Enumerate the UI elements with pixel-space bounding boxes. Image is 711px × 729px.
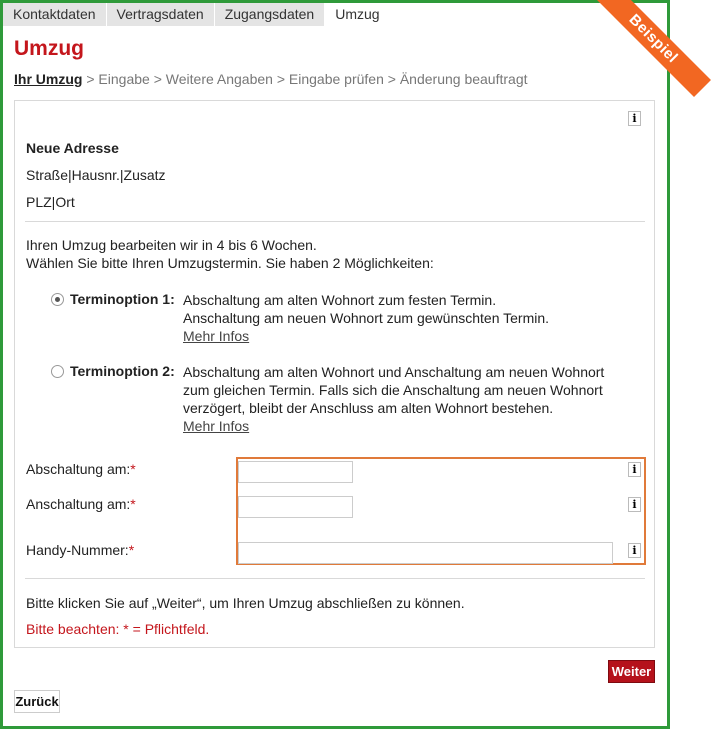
breadcrumb-step-eingabe: Eingabe xyxy=(98,71,150,87)
tab-umzug[interactable]: Umzug xyxy=(325,3,390,26)
back-button[interactable]: Zurück xyxy=(14,690,60,713)
intro-text xyxy=(26,236,434,272)
activation-date-label xyxy=(26,496,136,512)
intro-line-2: Wählen Sie bitte Ihren Umzugstermin. Sie haben 2 Möglichkeiten: xyxy=(26,255,434,271)
breadcrumb-step-weitere-angaben: Weitere Angaben xyxy=(165,71,273,87)
example-ribbon xyxy=(575,3,682,95)
tab-vertragsdaten[interactable]: Vertragsdaten xyxy=(107,3,215,26)
required-mark: * xyxy=(130,496,136,512)
shutdown-date-label-text: Abschaltung am: xyxy=(26,461,131,477)
shutdown-date-input[interactable] xyxy=(238,461,353,483)
option-2-text xyxy=(183,363,604,435)
tab-bar xyxy=(3,3,391,26)
breadcrumb-sep: > xyxy=(276,71,286,87)
option-2-line-1: Abschaltung am alten Wohnort und Anschaltung am neuen Wohnort xyxy=(183,364,605,380)
option-1-more-info-link[interactable]: Mehr Infos xyxy=(183,328,250,344)
option-2-line-2: zum gleichen Termin. Falls sich die Anschaltung am neuen Wohnort xyxy=(183,382,603,398)
divider xyxy=(25,221,645,222)
intro-line-1: Ihren Umzug bearbeiten wir in 4 bis 6 Wochen. xyxy=(26,237,317,253)
option-2-line-3: verzögert, bleibt der Anschluss am alten Wohnort bestehen. xyxy=(183,400,554,416)
required-hint: Bitte beachten: * = Pflichtfeld. xyxy=(26,621,210,637)
page-title: Umzug xyxy=(14,37,84,60)
breadcrumb-step-eingabe-pruefen: Eingabe prüfen xyxy=(288,71,384,87)
option-1-text xyxy=(183,291,549,345)
next-button[interactable]: Weiter xyxy=(608,660,655,683)
option-1-line-2: Anschaltung am neuen Wohnort zum gewünschten Termin. xyxy=(183,310,550,326)
activation-date-label-text: Anschaltung am: xyxy=(26,496,131,512)
address-heading: Neue Adresse xyxy=(26,140,119,156)
option-2-radio[interactable] xyxy=(51,365,64,378)
mobile-number-info-icon[interactable]: i xyxy=(628,543,641,558)
shutdown-date-label xyxy=(26,461,136,477)
breadcrumb-sep: > xyxy=(153,71,162,87)
option-1-label: Terminoption 1: xyxy=(70,291,175,307)
required-mark: * xyxy=(130,461,136,477)
required-mark: * xyxy=(128,542,135,558)
info-icon[interactable]: i xyxy=(628,111,641,126)
breadcrumb-sep: > xyxy=(387,71,396,87)
tab-zugangsdaten[interactable]: Zugangsdaten xyxy=(215,3,326,26)
option-2-label: Terminoption 2: xyxy=(70,363,175,379)
divider xyxy=(25,578,645,579)
shutdown-date-info-icon[interactable]: i xyxy=(628,462,641,477)
mobile-number-input[interactable] xyxy=(238,542,613,564)
example-ribbon-label: Beispiel xyxy=(595,0,711,97)
continue-note: Bitte klicken Sie auf „Weiter“, um Ihren Umzug abschließen zu können. xyxy=(26,595,465,611)
plz-label: PLZ|Ort xyxy=(26,194,75,210)
mobile-number-label xyxy=(26,542,134,558)
option-2-more-info-link[interactable]: Mehr Infos xyxy=(183,418,250,434)
breadcrumb-step-aenderung: Änderung beauftragt xyxy=(399,71,528,87)
street-label: Straße|Hausnr.|Zusatz xyxy=(26,167,166,183)
tab-kontaktdaten[interactable]: Kontaktdaten xyxy=(3,3,107,26)
breadcrumb-current: Ihr Umzug xyxy=(14,71,83,87)
activation-date-info-icon[interactable]: i xyxy=(628,497,641,512)
required-fields-box xyxy=(236,457,646,565)
breadcrumb xyxy=(14,71,528,87)
breadcrumb-sep: > xyxy=(86,71,95,87)
mobile-number-label-text: Handy-Nummer: xyxy=(26,542,129,558)
activation-date-input[interactable] xyxy=(238,496,353,518)
option-1-line-1: Abschaltung am alten Wohnort zum festen Termin. xyxy=(183,292,497,308)
option-1-radio[interactable] xyxy=(51,293,64,306)
move-panel xyxy=(14,100,655,648)
